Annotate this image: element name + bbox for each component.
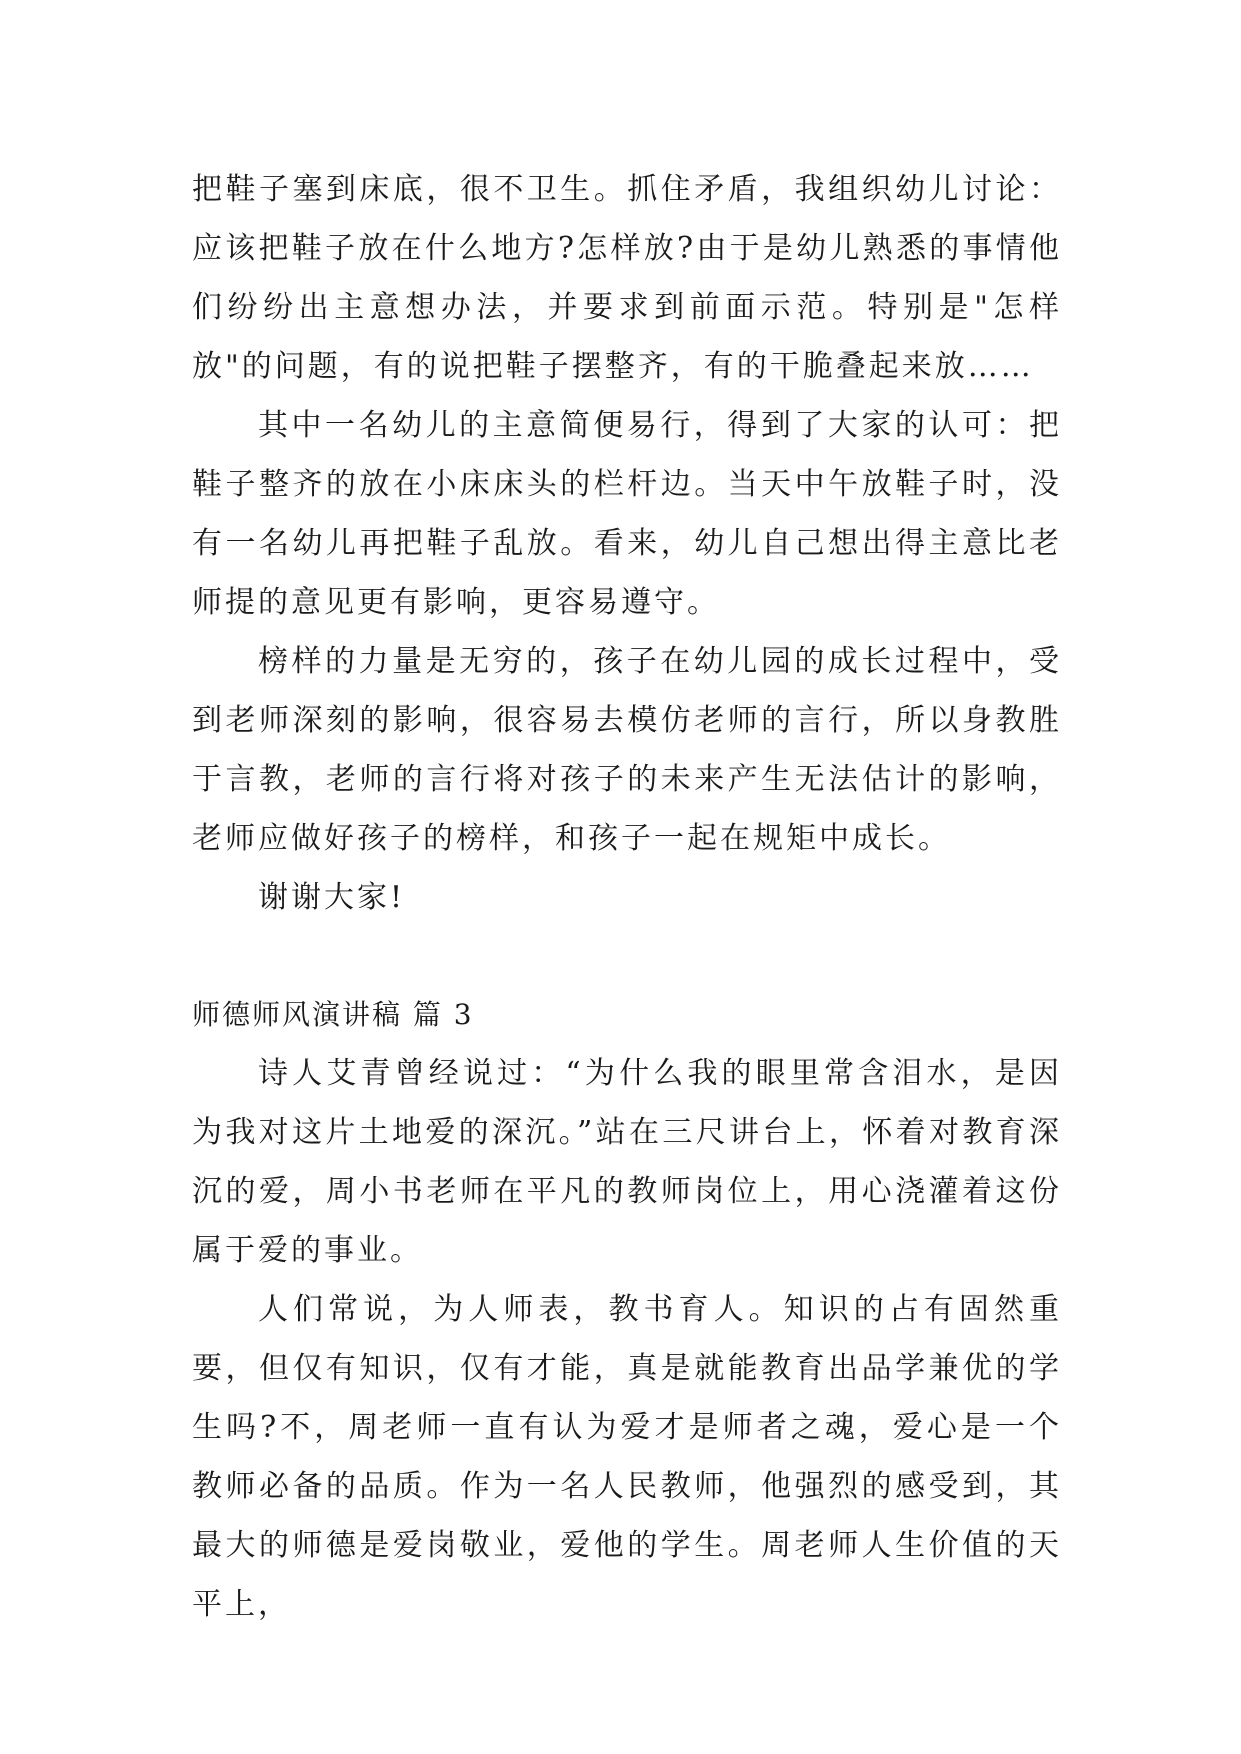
paragraph-thanks: 谢谢大家! [258,880,406,915]
paragraph-poet-quote: 诗人艾青曾经说过：“为什么我的眼里常含泪水，是因为我对这片土地爱的深沉。”站在三尺讲台上，怀着对教育深沉的爱，周小书老师在平凡的教师岗位上，用心浇灌着这份属于爱的事业。 [192,1056,1062,1268]
paragraph-shoes-discussion: 把鞋子塞到床底，很不卫生。抓住矛盾，我组织幼儿讨论：应该把鞋子放在什么地方?怎样放?由于是幼儿熟悉的事情他们纷纷出主意想办法，并要求到前面示范。特别是"怎样放"的问题，有的说把鞋子摆整齐，有的干脆叠起来放…… [192,172,1062,384]
paragraph-teacher-love: 人们常说，为人师表，教书育人。知识的占有固然重要，但仅有知识，仅有才能，真是就能教育出品学兼优的学生吗?不，周老师一直有认为爱才是师者之魂，爱心是一个教师必备的品质。作为一名人民教师，他强烈的感受到，其最大的师德是爱岗敬业，爱他的学生。周老师人生价值的天平上， [192,1292,1062,1622]
section-spacer [192,927,1062,985]
paragraph-role-model: 榜样的力量是无穷的，孩子在幼儿园的成长过程中，受到老师深刻的影响，很容易去模仿老师的言行，所以身教胜于言教，老师的言行将对孩子的未来产生无法估计的影响，老师应做好孩子的榜样，和孩子一起在规矩中成长。 [192,644,1062,856]
paragraph-child-idea: 其中一名幼儿的主意简便易行，得到了大家的认可：把鞋子整齐的放在小床床头的栏杆边。当天中午放鞋子时，没有一名幼儿再把鞋子乱放。看来，幼儿自己想出得主意比老师提的意见更有影响，更容易遵守。 [192,408,1062,620]
document-page [192,160,1062,1634]
section-title: 师德师风演讲稿 篇 3 [192,998,474,1031]
